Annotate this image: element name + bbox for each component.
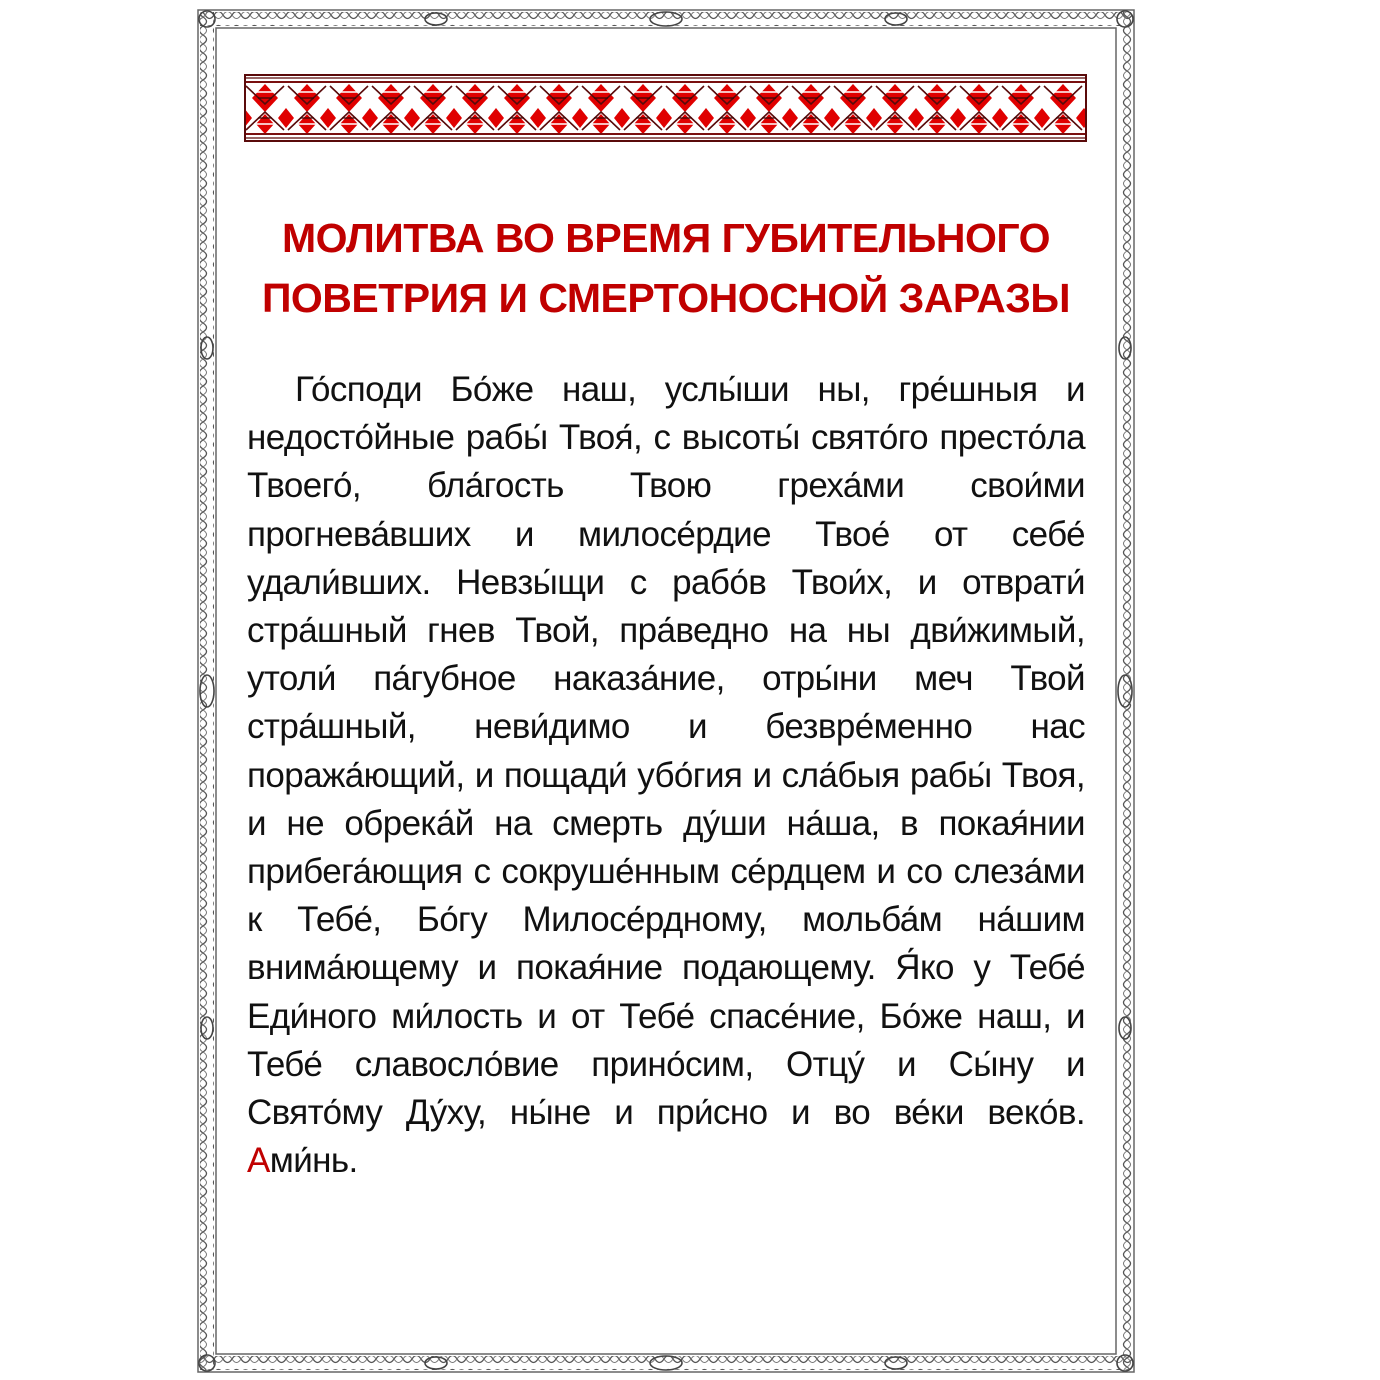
amen-rest: ми́нь. xyxy=(269,1141,358,1181)
prayer-title-line-2: ПОВЕТРИЯ И СМЕРТОНОСНОЙ ЗАРАЗЫ xyxy=(261,275,1071,321)
red-knotwork-ornament xyxy=(244,74,1087,142)
knotwork-pattern-icon xyxy=(244,74,1087,142)
prayer-body: Го́споди Бо́же наш, услы́ши ны, гре́шныя и недосто́йные рабы́ Твоя́, с высоты́ свято́го престо́ла Твоего́, бла́гость Твою греха́ми свои́ми прогнева́вших и милосе́рдие Твое́ от себе́ удали́вших. Невзы́щи с рабо́в Твои́х, и отврати́ стра́шный гнев Твой, пра́ведно на ны дви́жимый, утоли́ па́губное наказа́ние, отры́ни меч Твой стра́шный, неви́димо и безвре́менно нас поража́ющий, и пощади́ убо́гия и сла́быя рабы́ Твоя, и не обрека́й на смерть ду́ши на́ша, в покая́нии прибега́ющия с сокруше́нным се́рдцем и со слеза́ми к Тебе́, Бо́гу Милосе́рдному, мольба́м на́шим внима́ющему и покая́ние подающему. Я́ко у Тебе́ Еди́ного ми́лость и от Тебе́ спасе́ние, Бо́же наш, и Тебе́ славосло́вие прино́сим, Отцу́ и Сы́ну и Свято́му Ду́ху, ны́не и при́сно и во ве́ки веко́в. xyxy=(247,370,1085,1133)
prayer-title xyxy=(240,208,1092,328)
prayer-text xyxy=(247,366,1085,1185)
prayer-title-line-1: МОЛИТВА ВО ВРЕМЯ ГУБИТЕЛЬНОГО xyxy=(282,215,1050,261)
amen-red-initial: А xyxy=(247,1141,270,1181)
